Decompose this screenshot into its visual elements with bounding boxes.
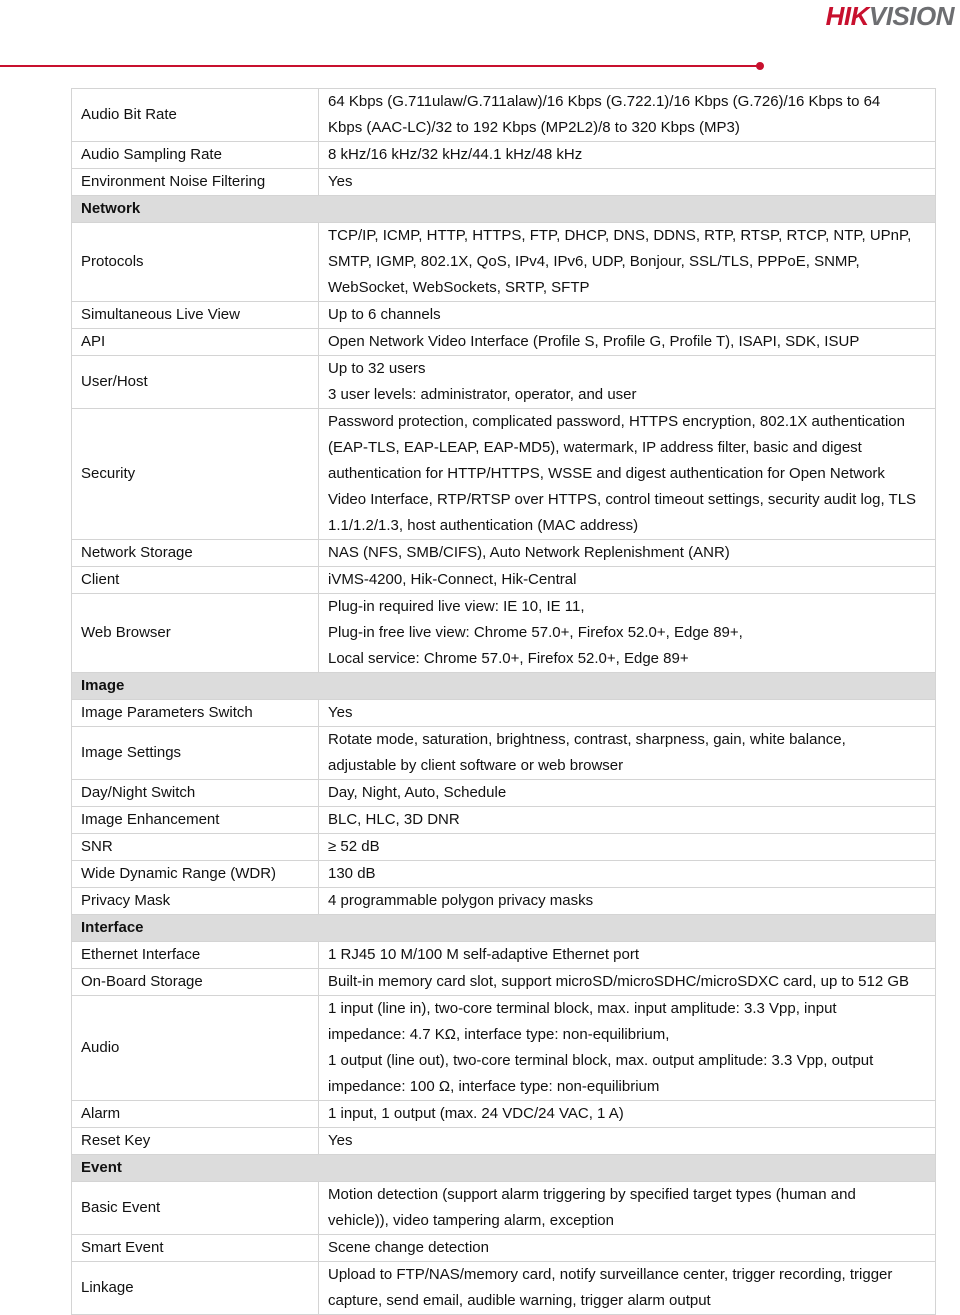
section-title: Interface — [72, 915, 936, 942]
spec-value-line: Scene change detection — [328, 1239, 489, 1256]
spec-value — [319, 540, 936, 567]
spec-label: Image Parameters Switch — [72, 700, 319, 727]
spec-value-line: Yes — [328, 704, 353, 721]
section-title: Network — [72, 196, 936, 223]
spec-value — [319, 1235, 936, 1262]
spec-value — [319, 89, 936, 142]
spec-value — [319, 329, 936, 356]
spec-value-line: Day, Night, Auto, Schedule — [328, 784, 507, 801]
header-divider-line — [0, 65, 757, 67]
spec-value — [319, 861, 936, 888]
spec-label: Network Storage — [72, 540, 319, 567]
section-title: Event — [72, 1155, 936, 1182]
spec-value — [319, 807, 936, 834]
spec-table-body — [72, 89, 936, 1315]
spec-value-line: Built-in memory card slot, support microSD/microSDHC/microSDXC card, up to 512 GB — [328, 973, 910, 990]
spec-value-line: 3 user levels: administrator, operator, and user — [328, 386, 637, 403]
spec-label: API — [72, 329, 319, 356]
spec-value-line: Video Interface, RTP/RTSP over HTTPS, control timeout settings, security audit log, TLS — [328, 491, 917, 508]
spec-value — [319, 1101, 936, 1128]
spec-label: Smart Event — [72, 1235, 319, 1262]
spec-row — [72, 807, 936, 834]
spec-label: SNR — [72, 834, 319, 861]
spec-row — [72, 1182, 936, 1235]
spec-row — [72, 223, 936, 302]
spec-value — [319, 409, 936, 540]
spec-row — [72, 1235, 936, 1262]
spec-label: Basic Event — [72, 1182, 319, 1235]
spec-value-line: 1 input (line in), two-core terminal block, max. input amplitude: 3.3 Vpp, input — [328, 1000, 837, 1017]
spec-value-line: 1.1/1.2/1.3, host authentication (MAC address) — [328, 517, 639, 534]
section-header-row — [72, 915, 936, 942]
spec-label: Reset Key — [72, 1128, 319, 1155]
spec-value — [319, 942, 936, 969]
logo-text-gray: VISION — [868, 1, 954, 31]
spec-row — [72, 356, 936, 409]
header-divider-dot — [756, 62, 764, 70]
spec-value — [319, 780, 936, 807]
spec-row — [72, 409, 936, 540]
spec-label: Linkage — [72, 1262, 319, 1315]
spec-value-line: Kbps (AAC-LC)/32 to 192 Kbps (MP2L2)/8 to 320 Kbps (MP3) — [328, 119, 740, 136]
spec-value — [319, 567, 936, 594]
spec-value — [319, 594, 936, 673]
spec-value-line: Up to 32 users — [328, 360, 426, 377]
spec-value-line: 1 RJ45 10 M/100 M self-adaptive Ethernet port — [328, 946, 640, 963]
spec-label: Environment Noise Filtering — [72, 169, 319, 196]
spec-label: Day/Night Switch — [72, 780, 319, 807]
spec-row — [72, 89, 936, 142]
spec-value-line: ≥ 52 dB — [328, 838, 380, 855]
spec-label: Ethernet Interface — [72, 942, 319, 969]
spec-row — [72, 996, 936, 1101]
spec-row — [72, 780, 936, 807]
spec-value-line: Rotate mode, saturation, brightness, contrast, sharpness, gain, white balance, — [328, 731, 846, 748]
spec-value-line: Motion detection (support alarm triggering by specified target types (human and — [328, 1186, 856, 1203]
spec-value-line: SMTP, IGMP, 802.1X, QoS, IPv4, IPv6, UDP, Bonjour, SSL/TLS, PPPoE, SNMP, — [328, 253, 860, 270]
spec-row — [72, 302, 936, 329]
spec-row — [72, 942, 936, 969]
spec-value-line: WebSocket, WebSockets, SRTP, SFTP — [328, 279, 590, 296]
spec-table — [71, 88, 936, 1315]
spec-value — [319, 700, 936, 727]
spec-label: Audio Sampling Rate — [72, 142, 319, 169]
spec-value-line: (EAP-TLS, EAP-LEAP, EAP-MD5), watermark, IP address filter, basic and digest — [328, 439, 862, 456]
spec-value-line: 64 Kbps (G.711ulaw/G.711alaw)/16 Kbps (G.722.1)/16 Kbps (G.726)/16 Kbps to 64 — [328, 93, 881, 110]
spec-value-line: TCP/IP, ICMP, HTTP, HTTPS, FTP, DHCP, DNS, DDNS, RTP, RTSP, RTCP, NTP, UPnP, — [328, 227, 912, 244]
hikvision-logo — [826, 2, 954, 30]
spec-row — [72, 142, 936, 169]
spec-value — [319, 142, 936, 169]
spec-label: Wide Dynamic Range (WDR) — [72, 861, 319, 888]
spec-row — [72, 1101, 936, 1128]
spec-row — [72, 169, 936, 196]
spec-value-line: Up to 6 channels — [328, 306, 441, 323]
spec-label: Image Enhancement — [72, 807, 319, 834]
spec-value — [319, 302, 936, 329]
spec-label: Web Browser — [72, 594, 319, 673]
spec-value-line: authentication for HTTP/HTTPS, WSSE and digest authentication for Open Network — [328, 465, 885, 482]
spec-value — [319, 1182, 936, 1235]
spec-value-line: Yes — [328, 173, 353, 190]
spec-row — [72, 1262, 936, 1315]
spec-value — [319, 356, 936, 409]
spec-value-line: 4 programmable polygon privacy masks — [328, 892, 594, 909]
spec-value-line: Yes — [328, 1132, 353, 1149]
spec-label: Audio — [72, 996, 319, 1101]
spec-label: Privacy Mask — [72, 888, 319, 915]
spec-label: Client — [72, 567, 319, 594]
spec-row — [72, 834, 936, 861]
spec-value-line: Local service: Chrome 57.0+, Firefox 52.0+, Edge 89+ — [328, 650, 689, 667]
spec-label: Protocols — [72, 223, 319, 302]
spec-value-line: Plug-in required live view: IE 10, IE 11, — [328, 598, 585, 615]
spec-value-line: 1 input, 1 output (max. 24 VDC/24 VAC, 1 A) — [328, 1105, 624, 1122]
spec-value-line: NAS (NFS, SMB/CIFS), Auto Network Replenishment (ANR) — [328, 544, 730, 561]
spec-value — [319, 969, 936, 996]
spec-value-line: Upload to FTP/NAS/memory card, notify surveillance center, trigger recording, trigger — [328, 1266, 893, 1283]
spec-value — [319, 834, 936, 861]
spec-value-line: iVMS-4200, Hik-Connect, Hik-Central — [328, 571, 577, 588]
spec-value-line: 8 kHz/16 kHz/32 kHz/44.1 kHz/48 kHz — [328, 146, 583, 163]
spec-value-line: BLC, HLC, 3D DNR — [328, 811, 460, 828]
spec-value — [319, 1128, 936, 1155]
spec-value — [319, 727, 936, 780]
spec-value-line: Plug-in free live view: Chrome 57.0+, Firefox 52.0+, Edge 89+, — [328, 624, 743, 641]
spec-row — [72, 700, 936, 727]
spec-label: Alarm — [72, 1101, 319, 1128]
spec-row — [72, 888, 936, 915]
spec-label: Simultaneous Live View — [72, 302, 319, 329]
logo-text-red: HIK — [825, 1, 869, 31]
spec-row — [72, 969, 936, 996]
section-title: Image — [72, 673, 936, 700]
spec-value-line: adjustable by client software or web browser — [328, 757, 624, 774]
spec-row — [72, 540, 936, 567]
spec-value — [319, 169, 936, 196]
section-header-row — [72, 1155, 936, 1182]
spec-value — [319, 223, 936, 302]
spec-value — [319, 888, 936, 915]
spec-label: Security — [72, 409, 319, 540]
spec-label: User/Host — [72, 356, 319, 409]
spec-value-line: Open Network Video Interface (Profile S, Profile G, Profile T), ISAPI, SDK, ISUP — [328, 333, 860, 350]
spec-value-line: impedance: 4.7 KΩ, interface type: non-equilibrium, — [328, 1026, 670, 1043]
spec-row — [72, 329, 936, 356]
spec-value — [319, 1262, 936, 1315]
spec-row — [72, 727, 936, 780]
section-header-row — [72, 196, 936, 223]
spec-row — [72, 567, 936, 594]
spec-label: On-Board Storage — [72, 969, 319, 996]
spec-value-line: Password protection, complicated password, HTTPS encryption, 802.1X authentication — [328, 413, 905, 430]
spec-value-line: 130 dB — [328, 865, 376, 882]
spec-value-line: vehicle)), video tampering alarm, exception — [328, 1212, 614, 1229]
spec-value-line: 1 output (line out), two-core terminal block, max. output amplitude: 3.3 Vpp, output — [328, 1052, 874, 1069]
spec-row — [72, 594, 936, 673]
spec-value — [319, 996, 936, 1101]
spec-value-line: impedance: 100 Ω, interface type: non-equilibrium — [328, 1078, 660, 1095]
spec-label: Audio Bit Rate — [72, 89, 319, 142]
spec-row — [72, 861, 936, 888]
spec-label: Image Settings — [72, 727, 319, 780]
spec-value-line: capture, send email, audible warning, trigger alarm output — [328, 1292, 711, 1309]
spec-row — [72, 1128, 936, 1155]
section-header-row — [72, 673, 936, 700]
